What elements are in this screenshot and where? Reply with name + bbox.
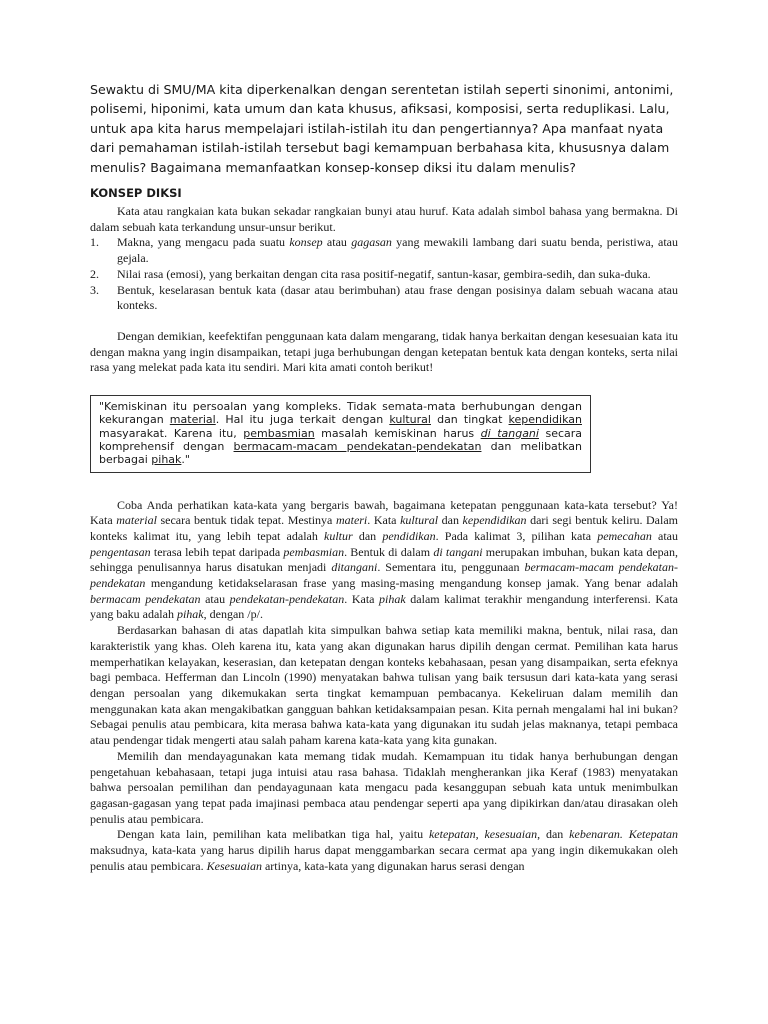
body-text: artinya, kata-kata yang digunakan harus serasi dengan — [261, 858, 525, 873]
emphasized-term: Kesesuaian — [206, 858, 262, 873]
section-heading: KONSEP DIKSI — [90, 186, 182, 201]
quote-text: . Hal itu juga terkait dengan — [215, 413, 390, 427]
three-aspects-paragraph — [90, 827, 678, 874]
list-text: yang mewakili lambang dari suatu benda, peristiwa, atau gejala. — [117, 235, 678, 266]
quote-underlined-word: pihak — [151, 453, 182, 467]
analysis-paragraph — [90, 498, 678, 624]
body-text: . Sementara itu, penggunaan — [377, 560, 525, 575]
emphasized-term: di tangani — [433, 544, 483, 559]
emphasized-term: kultural — [400, 513, 439, 528]
body-text: . Kata — [344, 591, 380, 606]
list-text: atau — [322, 235, 352, 250]
keraf-paragraph: Memilih dan mendayagunakan kata memang tidak mudah. Kemampuan itu tidak hanya berhubungan dengan pengetahuan kebahasaan, tetapi juga intuisi atau rasa bahasa. Tidaklah mengherankan jika Keraf (1983) menyatakan bahwa persoalan pemilihan dan pendayagunaan kata mengacu pada kesanggupan sebuah kata untuk menimbulkan gagasan-gagasan yang tepat pada imajinasi pembaca atau pendengar seperti apa yang dipikirkan dan/atau dirasakan oleh penulis atau pembicara. — [90, 748, 678, 826]
quote-text: dan tingkat — [430, 413, 509, 427]
emphasized-term: pendekatan-pendekatan — [229, 591, 345, 606]
emphasized-term: bermacam pendekatan — [90, 591, 201, 606]
body-text: , dan — [537, 827, 570, 842]
quote-underlined-word: material — [169, 413, 216, 427]
list-item — [90, 283, 678, 314]
body-text: atau — [200, 591, 230, 606]
list-emphasis: gagasan — [351, 235, 392, 250]
emphasized-term: Ketepatan — [628, 827, 679, 842]
body-text: terasa lebih tepat daripada — [150, 544, 284, 559]
quote-text: masalah kemiskinan harus — [314, 426, 481, 440]
body-text: Coba Anda perhatikan kata-kata yang bergaris bawah, bagaimana ketepatan penggunaan kata-kata tersebut? Ya! Kata — [90, 497, 678, 528]
body-text: dan — [438, 513, 463, 528]
quote-text: dan melibatkan berbagai — [99, 439, 582, 467]
emphasized-term: ditangani — [331, 560, 378, 575]
definition-paragraph: Kata atau rangkaian kata bukan sekadar rangkaian bunyi atau huruf. Kata adalah simbol bahasa yang bermakna. Di dalam sebuah kata terkandung unsur-unsur berikut. — [90, 204, 678, 234]
body-text: dari segi bentuk keliru. Dalam konteks kalimat itu, yang lebih tepat adalah — [90, 513, 679, 543]
emphasized-term: kultur — [324, 528, 353, 543]
body-text: . Kata — [367, 513, 401, 528]
word-elements-list — [90, 235, 678, 314]
conclusion-paragraph: Berdasarkan bahasan di atas dapatlah kita simpulkan bahwa setiap kata memiliki makna, bentuk, nilai rasa, dan karakteristik yang khas. Oleh karena itu, kata yang akan digunakan harus dipilih dengan cermat. Pemilihan kata harus memperhatikan kelayakan, keserasian, dan ketepatan dengan konteks kebahasaan, pesan yang disampaikan, serta efeknya bagi pembaca. Hefferman dan Lincoln (1990) menyatakan bahwa tulisan yang baik tersusun dari kata-kata yang serasi dengan persoalan yang dikemukakan serta tingkat kemampuan pembacanya. Kekeliruan dalam memilih dan menggunakan kata akan mengakibatkan gangguan bahkan ketidaksampaian pesan. Kita pernah mengalami hal ini bukan? Sebagai penulis atau pembicara, kita merasa bahwa kata-kata yang digunakan itu sudah jelas maknanya, tetapi pembaca atau pendengar tidak mengerti atau salah paham karena kata-kata yang kita gunakan. — [90, 623, 678, 748]
example-quote-box — [90, 395, 591, 472]
quote-text: masyarakat. Karena itu, — [99, 426, 244, 440]
list-text: Nilai rasa (emosi), yang berkaitan dengan cita rasa positif-negatif, santun-kasar, gembira-sedih, dan suka-duka. — [117, 266, 651, 281]
body-text: atau — [651, 528, 678, 543]
list-item — [90, 267, 678, 283]
emphasized-term: kependidikan — [462, 513, 527, 528]
emphasized-term: pemecahan — [597, 528, 652, 543]
emphasized-term: bermacam-macam pendekatan-pendekatan — [90, 560, 678, 591]
body-text: , dengan /p/. — [203, 607, 263, 622]
list-item — [90, 235, 678, 266]
list-number: 2. — [90, 266, 99, 281]
quote-underlined-word: kependidikan — [508, 413, 582, 427]
body-text: Dengan kata lain, pemilihan kata melibatkan tiga hal, yaitu — [117, 827, 429, 842]
emphasized-term: material — [116, 513, 157, 528]
effectiveness-paragraph: Dengan demikian, keefektifan penggunaan kata dalam mengarang, tidak hanya berkaitan dengan kesesuaian kata itu dengan makna yang ingin disampaikan, tetapi juga berhubungan dengan ketepatan bentuk kata dengan konteks, serta nilai rasa yang melekat pada kata itu sendiri. Mari kita amati contoh berikut! — [90, 328, 678, 375]
quote-underlined-word: bermacam-macam pendekatan-pendekatan — [233, 439, 482, 453]
quote-text: secara komprehensif dengan — [99, 426, 583, 453]
emphasized-term: pembasmian — [283, 544, 345, 559]
quote-underlined-word: di tangani — [480, 426, 539, 440]
intro-paragraph: Sewaktu di SMU/MA kita diperkenalkan dengan serentetan istilah seperti sinonimi, antonimi, polisemi, hiponimi, kata umum dan kata khusus, afiksasi, komposisi, serta reduplikasi. Lalu, untuk apa kita harus mempelajari istilah-istilah itu dan pengertiannya? Apa manfaat nyata dari pemahaman istilah-istilah tersebut bagi kemampuan berbahasa kita, khususnya dalam menulis? Bagaimana memanfaatkan konsep-konsep diksi itu dalam menulis? — [90, 82, 674, 175]
list-number: 3. — [90, 282, 99, 297]
quote-text: ." — [181, 453, 190, 467]
quote-underlined-word: kultural — [389, 413, 431, 427]
body-text: . Bentuk di dalam — [344, 544, 434, 559]
body-text: dan — [352, 528, 383, 543]
emphasized-term: pengentasan — [90, 544, 151, 559]
list-number: 1. — [90, 235, 99, 250]
emphasized-term: materi — [335, 513, 368, 528]
emphasized-term: pihak — [379, 591, 406, 606]
body-text: . Pada kalimat 3, pilihan kata — [435, 528, 598, 543]
body-text: maksudnya, kata-kata yang harus dipilih harus dapat menggambarkan secara cermat apa yang ingin dikemukakan oleh penulis atau pembicara. — [90, 843, 678, 873]
emphasized-term: kesesuaian — [484, 827, 538, 842]
list-emphasis: konsep — [289, 235, 323, 250]
body-text: mengandung ketidakselarasan frase yang masing-masing mengandung konsep jamak. Yang benar adalah — [145, 576, 678, 591]
emphasized-term: pendidikan — [382, 528, 436, 543]
document-body — [90, 204, 678, 874]
list-text: Bentuk, keselarasan bentuk kata (dasar atau berimbuhan) atau frase dengan posisinya dalam sebuah wacana atau konteks. — [117, 282, 678, 313]
emphasized-term: kebenaran. — [569, 827, 623, 842]
quote-underlined-word: pembasmian — [243, 426, 315, 440]
emphasized-term: pihak — [176, 607, 204, 622]
body-text: secara bentuk tidak tepat. Mestinya — [156, 513, 336, 528]
body-text: merupakan imbuhan, bukan kata depan, sehingga penulisannya harus disatukan menjadi — [90, 544, 678, 575]
quote-text: "Kemiskinan itu persoalan yang kompleks. Tidak semata-mata berhubungan dengan kekurangan — [99, 400, 582, 427]
emphasized-term: ketepatan, — [428, 827, 479, 842]
list-text: Makna, yang mengacu pada suatu — [117, 235, 290, 250]
body-text: dalam kalimat terakhir mengandung interferensi. Kata yang baku adalah — [90, 591, 678, 622]
